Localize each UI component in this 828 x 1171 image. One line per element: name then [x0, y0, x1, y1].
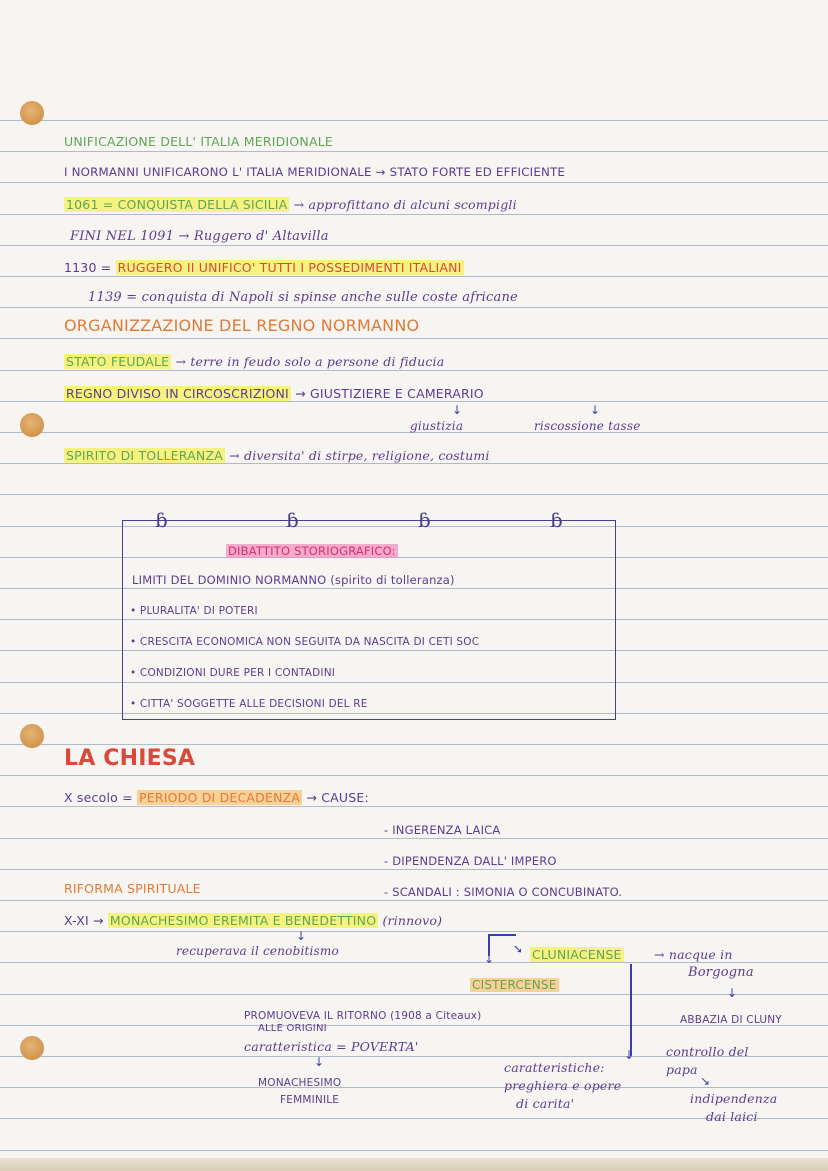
- line-napoli: 1139 = conquista di Napoli si spinse anche sulle coste africane: [88, 290, 518, 305]
- text-abbazia: ABBAZIA DI CLUNY: [680, 1014, 782, 1026]
- text-controllo: controllo del: [666, 1044, 749, 1059]
- ruled-line: [0, 494, 828, 495]
- text-x-xi: X-XI →: [64, 913, 104, 928]
- binder-hole-icon: [20, 1036, 44, 1060]
- ruled-line: [0, 869, 828, 870]
- ruled-line: [0, 338, 828, 339]
- text-borgogna: Borgogna: [688, 965, 754, 980]
- line-sicilia: [64, 197, 517, 213]
- ruled-line: [0, 994, 828, 995]
- box-item: • CRESCITA ECONOMICA NON SEGUITA DA NASCITA DI CETI SOC: [130, 636, 480, 648]
- heading-organizzazione: ORGANIZZAZIONE DEL REGNO NORMANNO: [64, 316, 420, 335]
- ruled-line: [0, 245, 828, 246]
- text-carita: di carita': [516, 1096, 575, 1111]
- ruled-line: [0, 182, 828, 183]
- highlight-decadenza: PERIODO DI DECADENZA: [139, 790, 301, 805]
- text-feudo: → terre in feudo solo a persone di fiducia: [175, 354, 445, 369]
- ruled-line: [0, 370, 828, 371]
- binder-hole-icon: [20, 724, 44, 748]
- highlight-ruggero-ii: RUGGERO II UNIFICO' TUTTI I POSSEDIMENTI ITALIANI: [117, 260, 462, 275]
- ruled-line: [0, 744, 828, 745]
- text-1130: 1130 =: [64, 260, 112, 275]
- box-item: • CONDIZIONI DURE PER I CONTADINI: [130, 667, 336, 679]
- highlight-monachesimo: MONACHESIMO EREMITA E BENEDETTINO: [109, 913, 377, 928]
- ring-doodle-icon: ɓ: [550, 508, 563, 532]
- down-arrow-icon: ↓: [484, 952, 495, 966]
- text-cluniacense: [530, 947, 624, 963]
- heading-la-chiesa: LA CHIESA: [64, 746, 196, 771]
- down-arrow-icon: ↘: [700, 1074, 711, 1088]
- down-arrow-icon: ↓: [296, 929, 307, 943]
- line-stato-feudale: [64, 354, 444, 370]
- text-riscossione: riscossione tasse: [534, 419, 641, 433]
- text-indipendenza: indipendenza: [690, 1091, 778, 1106]
- text-monachesimo-f2: FEMMINILE: [280, 1094, 340, 1106]
- text-caratteristica: caratteristica = POVERTA': [244, 1039, 419, 1054]
- cause-item: - DIPENDENZA DALL' IMPERO: [384, 854, 557, 868]
- ruled-line: [0, 1118, 828, 1119]
- ruled-line: [0, 806, 828, 807]
- binder-hole-icon: [20, 101, 44, 125]
- box-title: [226, 543, 398, 559]
- line-regno-diviso: [64, 386, 484, 402]
- ruled-line: [0, 931, 828, 932]
- line-x-secolo: [64, 790, 369, 806]
- ring-doodle-icon: ɓ: [155, 508, 168, 532]
- ruled-line: [0, 276, 828, 277]
- line-1130: [64, 260, 464, 276]
- ruled-line: [0, 838, 828, 839]
- ruled-line: [0, 1150, 828, 1151]
- ruled-line: [0, 214, 828, 215]
- ruled-line: [0, 775, 828, 776]
- text-nacque: → nacque in: [654, 947, 733, 962]
- line-monachesimo: [64, 913, 442, 929]
- highlight-tolleranza: SPIRITO DI TOLLERANZA: [66, 448, 223, 463]
- text-rinnovo: (rinnovo): [382, 913, 443, 928]
- highlight-cistercense: CISTERCENSE: [472, 978, 557, 992]
- text-alle-origini: ALLE ORIGINI: [258, 1023, 327, 1034]
- box-lead: LIMITI DEL DOMINIO NORMANNO (spirito di tolleranza): [132, 573, 455, 587]
- ruled-line: [0, 307, 828, 308]
- text-giustizia: giustizia: [410, 419, 464, 433]
- text-giustiziere: → GIUSTIZIERE E CAMERARIO: [295, 386, 484, 401]
- highlight-cluniacense: CLUNIACENSE: [532, 947, 622, 962]
- down-arrow-icon: ↓: [624, 1048, 635, 1062]
- right-arrow-icon: ➘: [513, 942, 524, 956]
- heading-unificazione: UNIFICAZIONE DELL' ITALIA MERIDIONALE: [64, 134, 333, 149]
- cause-item: - INGERENZA LAICA: [384, 823, 501, 837]
- box-item: • CITTA' SOGGETTE ALLE DECISIONI DEL RE: [130, 698, 368, 710]
- text-scompigli: → approfittano di alcuni scompigli: [293, 197, 517, 212]
- binder-hole-icon: [20, 413, 44, 437]
- text-laici: dai laici: [706, 1109, 758, 1124]
- highlight-regno-diviso: REGNO DIVISO IN CIRCOSCRIZIONI: [66, 386, 289, 401]
- branch-line: [630, 964, 632, 1056]
- highlight-conquista-sicilia: 1061 = CONQUISTA DELLA SICILIA: [66, 197, 288, 212]
- line-tolleranza: [64, 448, 490, 464]
- down-arrow-icon: ↓: [727, 986, 738, 1000]
- text-cenobitismo: recuperava il cenobitismo: [176, 944, 339, 958]
- ruled-line: [0, 151, 828, 152]
- text-riforma-spirituale: RIFORMA SPIRITUALE: [64, 881, 201, 896]
- text-x-secolo: X secolo =: [64, 790, 133, 805]
- cause-item: - SCANDALI : SIMONIA O CONCUBINATO.: [384, 885, 623, 899]
- highlight-stato-feudale: STATO FEUDALE: [66, 354, 170, 369]
- ruled-line: [0, 900, 828, 901]
- down-arrow-icon: ↓: [590, 403, 601, 417]
- highlight-dibattito: DIBATTITO STORIOGRAFICO:: [228, 544, 396, 558]
- box-item: • PLURALITA' DI POTERI: [130, 605, 258, 617]
- page-bottom-edge: [0, 1158, 828, 1171]
- ruled-line: [0, 120, 828, 121]
- down-arrow-icon: ↓: [314, 1055, 325, 1069]
- text-cistercense: [470, 977, 559, 993]
- text-preghiera: preghiera e opere: [504, 1078, 622, 1093]
- down-arrow-icon: ↓: [452, 403, 463, 417]
- text-papa: papa: [666, 1062, 698, 1077]
- line-fini-1091: FINI NEL 1091 → Ruggero d' Altavilla: [70, 229, 329, 244]
- ring-doodle-icon: ɓ: [286, 508, 299, 532]
- text-monachesimo-f1: MONACHESIMO: [258, 1077, 342, 1089]
- text-cause: → CAUSE:: [306, 790, 369, 805]
- text-diversita: → diversita' di stirpe, religione, costumi: [229, 448, 490, 463]
- text-caratteristiche: caratteristiche:: [504, 1060, 605, 1075]
- text-promuoveva: PROMUOVEVA IL RITORNO (1908 a Citeaux): [244, 1010, 482, 1022]
- branch-line: [488, 934, 516, 936]
- line-normanni: I NORMANNI UNIFICARONO L' ITALIA MERIDIONALE → STATO FORTE ED EFFICIENTE: [64, 165, 566, 179]
- ring-doodle-icon: ɓ: [418, 508, 431, 532]
